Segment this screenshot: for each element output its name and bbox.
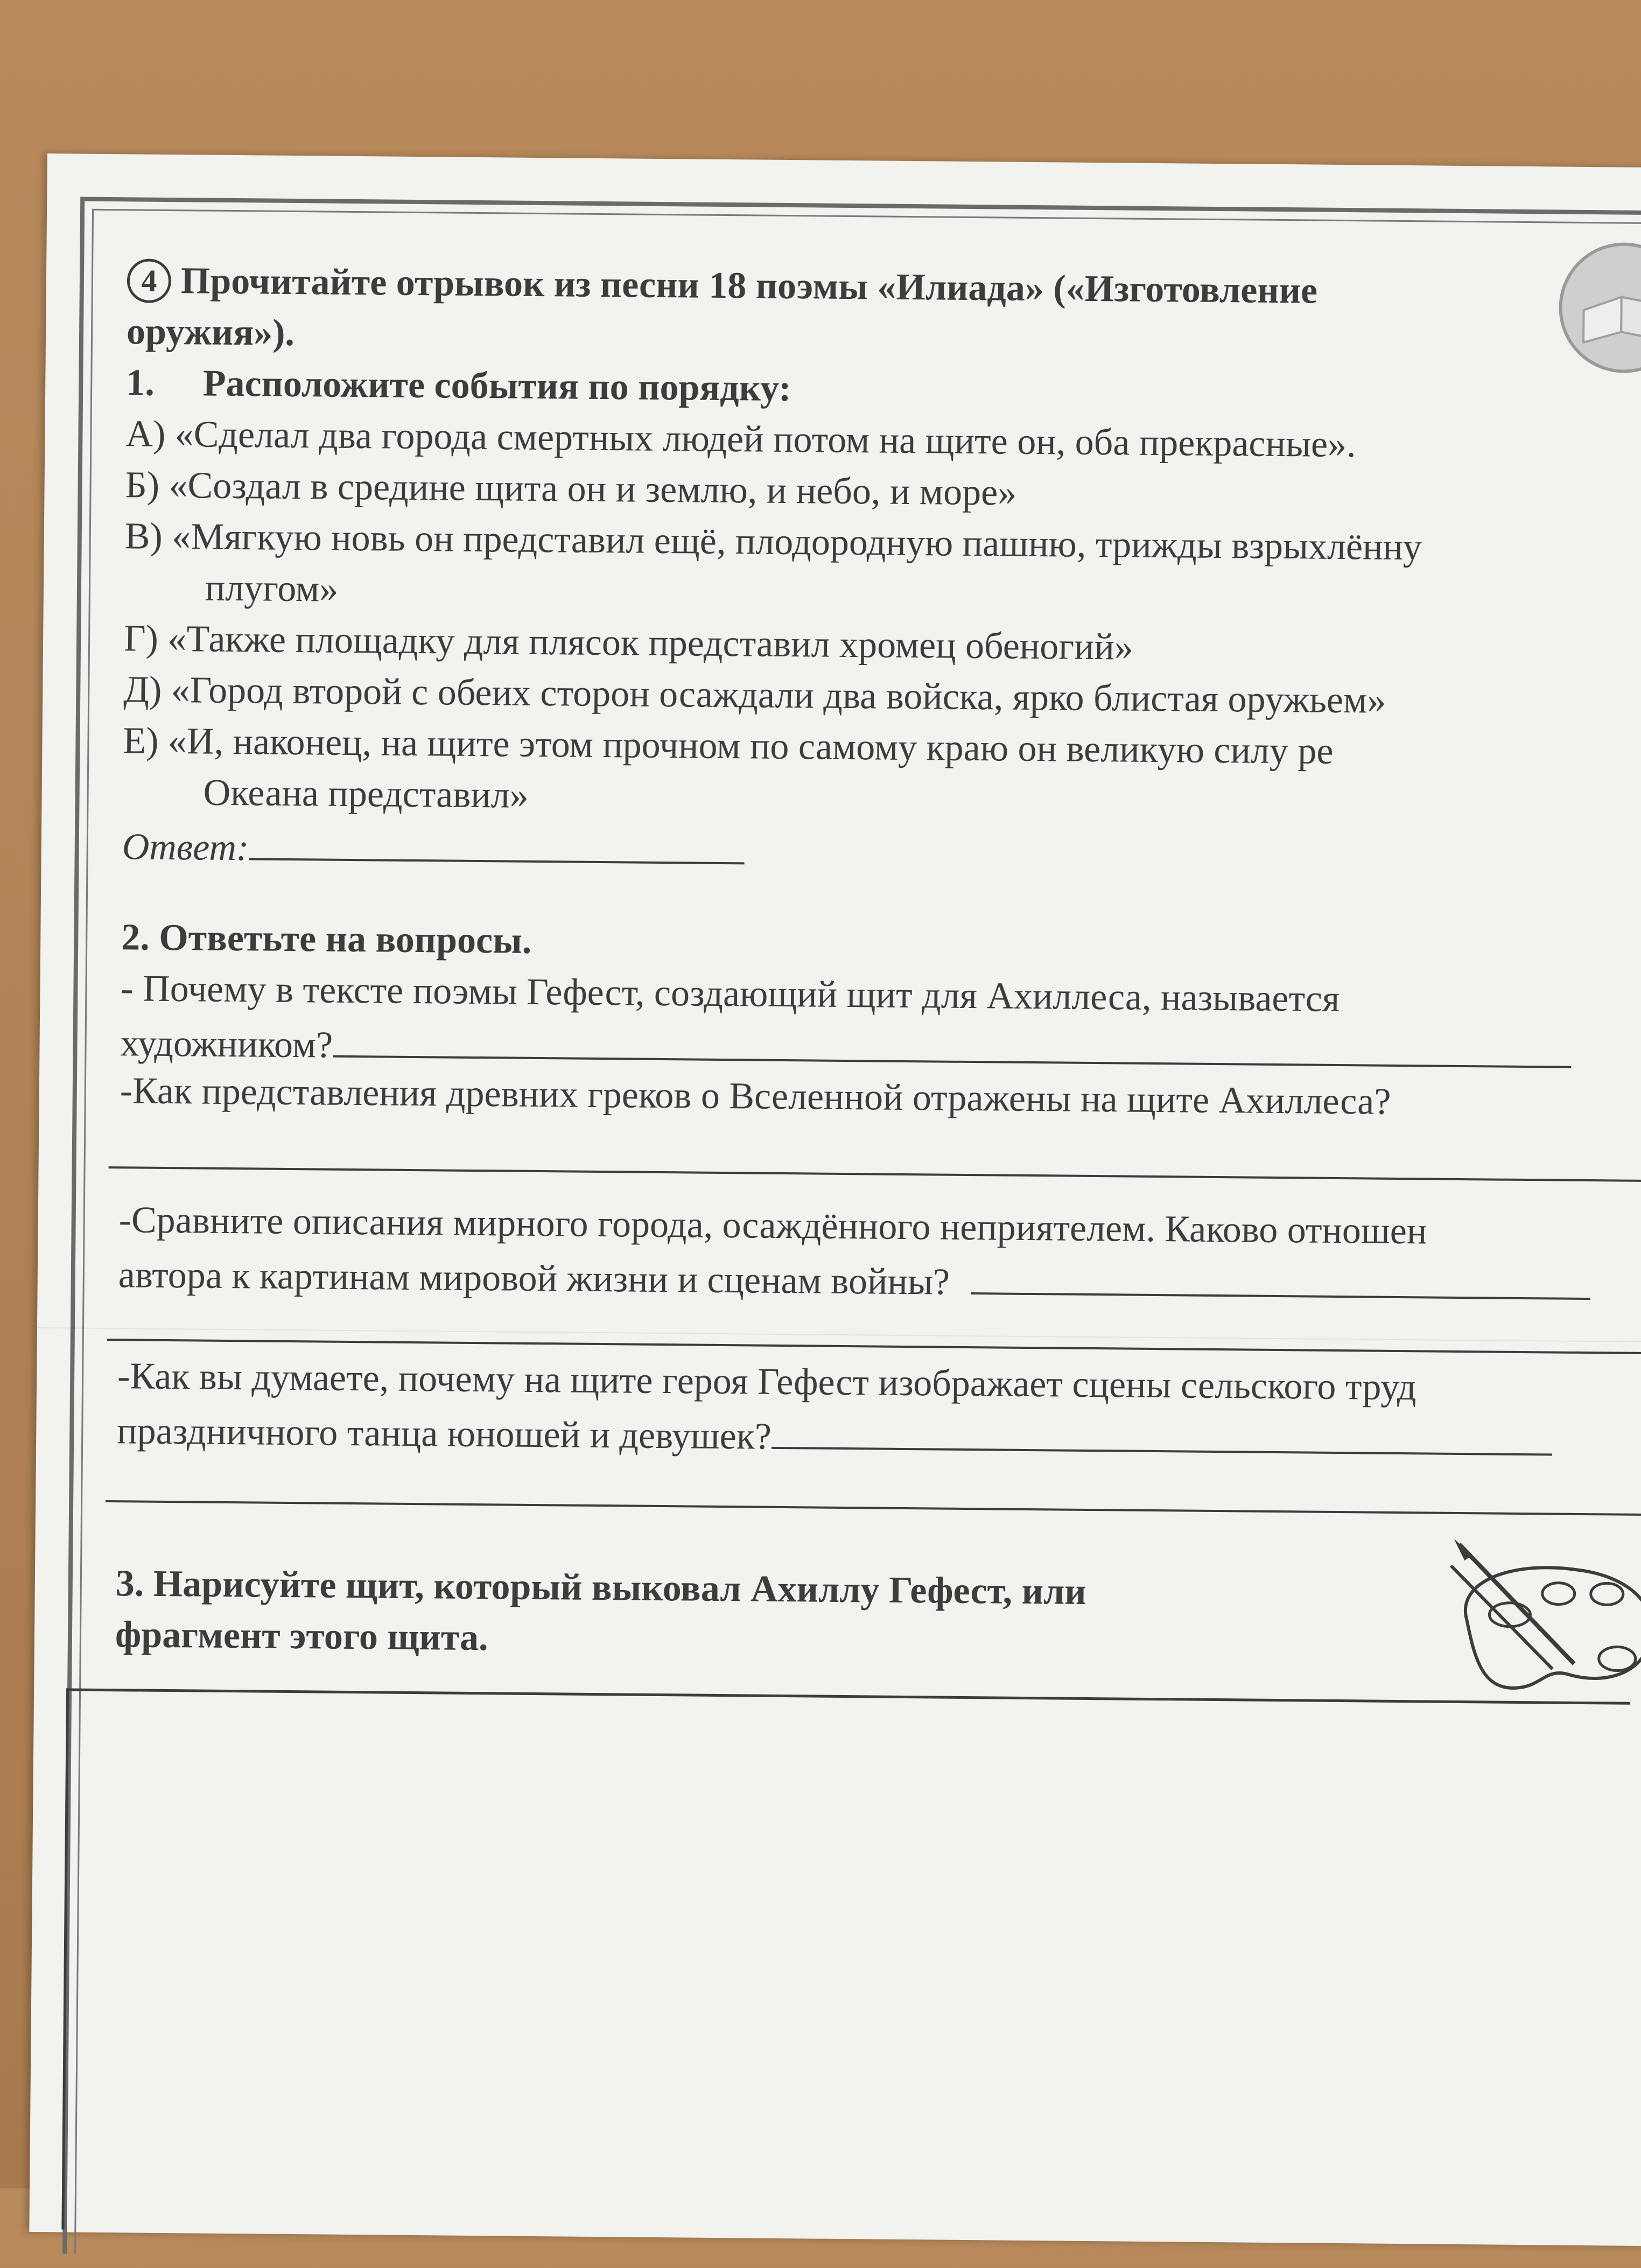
question-4: -Как вы думаете, почему на щите героя Гефест изображает сцены сельского труд [117,1355,1417,1409]
question-3-cont: автора к картинам мировой жизни и сценам войны? [118,1247,1590,1312]
drawing-area[interactable] [61,1688,1630,2243]
task-number: 4 [127,258,172,303]
question-1: - Почему в тексте поэмы Гефест, создающий щит для Ахиллеса, называется [121,968,1340,1020]
task1-heading: 1. Расположите события по порядку: [125,362,791,410]
book-badge-icon [1559,242,1641,374]
question-1-cont: художником? [120,1016,1571,1081]
answer-row: Ответ: [122,819,744,877]
event-g: Г) «Также площадку для плясок представил хромец обеногий» [123,618,1134,668]
question-4-cont: праздничного танца юношей и девушек? [117,1403,1552,1468]
task3-heading: 3. Нарисуйте щит, который выковал Ахиллу Гефест, или [115,1563,1087,1613]
question-2: -Как представления древних греков о Вселенной отражены на щите Ахиллеса? [120,1070,1391,1123]
event-d: Д) «Город второй с обеих сторон осаждали два войска, ярко блистая оружьем» [123,669,1386,722]
answer-blank-q4[interactable] [772,1409,1553,1456]
task3-heading-cont: фрагмент этого щита. [115,1614,488,1659]
event-b: Б) «Создал в средине щита он и землю, и небо, и море» [125,464,1017,514]
event-e-cont: Океана представил» [203,772,529,816]
question-3: -Сравните описания мирного города, осаждённого неприятелем. Каково отношен [118,1199,1427,1252]
task2-heading: 2. Ответьте на вопросы. [121,916,532,962]
event-a: А) «Сделал два города смертных людей потом на щите он, оба прекрасные». [125,413,1356,466]
task4-title-cont: оружия»). [126,311,295,354]
palette-icon [1434,1539,1641,1705]
event-v-cont: плугом» [205,567,339,610]
event-v: В) «Мягкую новь он представил ещё, плодородную пашню, трижды взрыхлённу [124,515,1422,569]
worksheet-page [29,153,1641,2246]
answer-blank-q3[interactable] [971,1255,1591,1300]
task4-title: 4 Прочитайте отрывок из песни 18 поэмы «Илиада» («Изготовление [127,256,1318,316]
answer-blank[interactable] [249,820,745,864]
event-e: Е) «И, наконец, на щите этом прочном по самому краю он великую силу ре [123,720,1334,772]
